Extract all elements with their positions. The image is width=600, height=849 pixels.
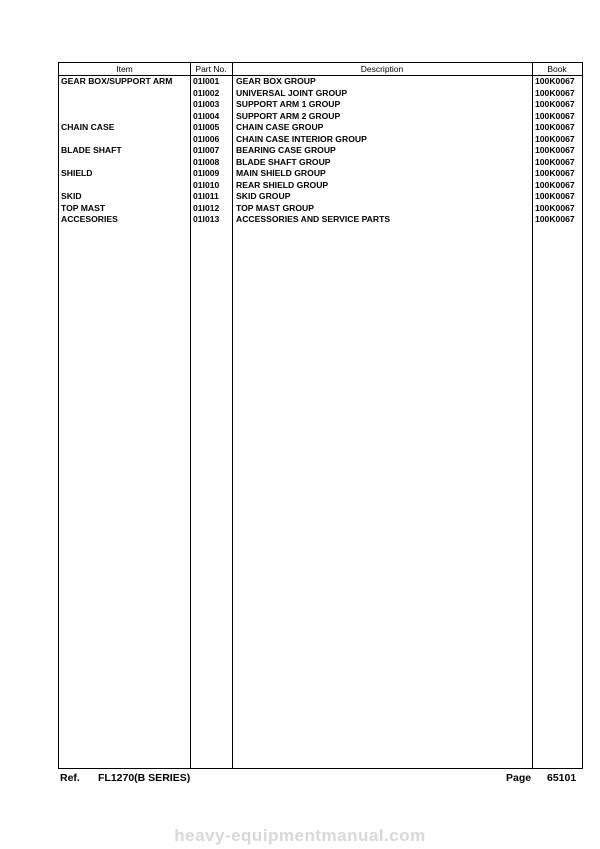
table-row bbox=[59, 134, 582, 146]
cell-part-no: 01I005 bbox=[193, 122, 220, 132]
cell-book: 100K0067 bbox=[535, 133, 575, 144]
table-row bbox=[59, 214, 582, 226]
header-book: Book bbox=[547, 64, 567, 74]
cell-book: 100K0067 bbox=[535, 122, 575, 132]
table-row bbox=[59, 145, 582, 157]
cell-description: REAR SHIELD GROUP bbox=[236, 179, 329, 190]
cell-book: 100K0067 bbox=[535, 76, 575, 86]
table-row bbox=[59, 157, 582, 169]
model-name: FL1270(B SERIES) bbox=[98, 772, 191, 784]
cell-part-no: 01I006 bbox=[193, 133, 220, 144]
cell-item: BLADE SHAFT bbox=[61, 145, 122, 155]
cell-item: SHIELD bbox=[61, 168, 93, 178]
cell-description: BEARING CASE GROUP bbox=[236, 145, 336, 155]
cell-description: CHAIN CASE GROUP bbox=[236, 122, 324, 132]
table-row bbox=[59, 203, 582, 215]
cell-item: SKID bbox=[61, 191, 82, 201]
cell-book: 100K0067 bbox=[535, 87, 575, 98]
table-header bbox=[59, 63, 582, 76]
cell-description: SKID GROUP bbox=[236, 191, 291, 201]
cell-item: CHAIN CASE bbox=[61, 122, 115, 132]
cell-part-no: 01I009 bbox=[193, 168, 220, 178]
cell-book: 100K0067 bbox=[535, 145, 575, 155]
cell-description: TOP MAST GROUP bbox=[236, 202, 314, 213]
cell-description: MAIN SHIELD GROUP bbox=[236, 168, 326, 178]
page-footer bbox=[58, 771, 583, 787]
cell-description: SUPPORT ARM 1 GROUP bbox=[236, 99, 341, 109]
table-row bbox=[59, 180, 582, 192]
cell-book: 100K0067 bbox=[535, 156, 575, 167]
table-row bbox=[59, 76, 582, 88]
ref-label: Ref. bbox=[60, 772, 80, 784]
cell-part-no: 01I001 bbox=[193, 76, 220, 86]
header-description: Description bbox=[360, 64, 404, 74]
cell-description: SUPPORT ARM 2 GROUP bbox=[236, 110, 341, 121]
table-body bbox=[59, 76, 582, 226]
cell-part-no: 01I008 bbox=[193, 156, 220, 167]
page-label: Page bbox=[506, 772, 532, 784]
cell-book: 100K0067 bbox=[535, 191, 575, 201]
cell-part-no: 01I007 bbox=[193, 145, 220, 155]
cell-description: CHAIN CASE INTERIOR GROUP bbox=[236, 133, 367, 144]
table-row bbox=[59, 191, 582, 203]
cell-item: TOP MAST bbox=[61, 202, 106, 213]
table-row bbox=[59, 111, 582, 123]
cell-part-no: 01I003 bbox=[193, 99, 220, 109]
cell-part-no: 01I010 bbox=[193, 179, 220, 190]
cell-item: ACCESORIES bbox=[61, 214, 118, 224]
cell-description: GEAR BOX GROUP bbox=[236, 76, 316, 86]
cell-description: UNIVERSAL JOINT GROUP bbox=[236, 87, 348, 98]
header-item: Item bbox=[116, 64, 133, 74]
table-row bbox=[59, 88, 582, 100]
table-row bbox=[59, 122, 582, 134]
table-row bbox=[59, 99, 582, 111]
table-row bbox=[59, 168, 582, 180]
cell-part-no: 01I013 bbox=[193, 214, 220, 224]
cell-book: 100K0067 bbox=[535, 179, 575, 190]
cell-part-no: 01I012 bbox=[193, 202, 220, 213]
cell-book: 100K0067 bbox=[535, 202, 575, 213]
cell-description: ACCESSORIES AND SERVICE PARTS bbox=[236, 214, 391, 224]
parts-index-table bbox=[58, 62, 583, 769]
cell-book: 100K0067 bbox=[535, 214, 575, 224]
header-part-no: Part No. bbox=[195, 64, 227, 74]
cell-part-no: 01I002 bbox=[193, 87, 220, 98]
cell-book: 100K0067 bbox=[535, 99, 575, 109]
cell-book: 100K0067 bbox=[535, 110, 575, 121]
watermark: heavy-equipmentmanual.com bbox=[174, 826, 426, 845]
cell-description: BLADE SHAFT GROUP bbox=[236, 156, 331, 167]
cell-item: GEAR BOX/SUPPORT ARM bbox=[61, 76, 173, 86]
cell-part-no: 01I004 bbox=[193, 110, 220, 121]
cell-book: 100K0067 bbox=[535, 168, 575, 178]
cell-part-no: 01I011 bbox=[193, 191, 219, 201]
page-number: 65101 bbox=[547, 772, 577, 784]
